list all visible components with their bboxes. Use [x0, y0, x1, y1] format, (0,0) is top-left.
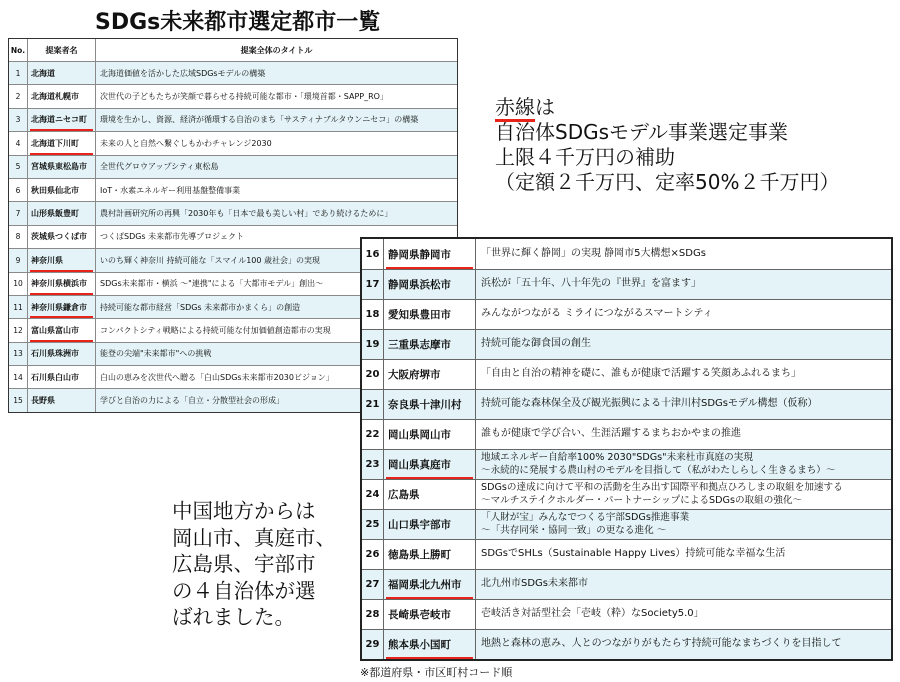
footer-note: ※都道府県・市区町村コード順 — [360, 666, 513, 679]
row-number: 9 — [9, 249, 28, 271]
proposal-title-line: ～マルチステイクホルダー・パートナーシップによるSDGsの取組の強化～ — [481, 494, 803, 506]
proposer-name-cell — [384, 239, 476, 269]
proposal-title-line: 持続可能な御食国の創生 — [481, 338, 591, 350]
row-number: 24 — [362, 480, 384, 509]
red-underline — [386, 597, 473, 599]
row-number: 20 — [362, 360, 384, 389]
proposer-name-cell — [28, 85, 96, 107]
proposer-name: 静岡県静岡市 — [388, 248, 451, 261]
row-number: 28 — [362, 600, 384, 629]
row-number: 17 — [362, 270, 384, 299]
table-row — [362, 569, 891, 599]
proposal-title-cell — [476, 390, 891, 419]
chugoku-note — [172, 498, 336, 631]
proposer-name: 大阪府堺市 — [388, 369, 441, 381]
table-row — [9, 131, 457, 154]
row-number: 1 — [9, 62, 28, 84]
row-number: 6 — [9, 179, 28, 201]
red-underline — [30, 153, 93, 155]
proposer-name-cell — [384, 270, 476, 299]
row-number: 22 — [362, 420, 384, 449]
proposer-name-cell — [384, 330, 476, 359]
proposer-name: 福岡県北九州市 — [388, 579, 462, 591]
red-underline — [30, 293, 93, 295]
proposal-title: 環境を生かし、資源、経済が循環する自治のまち「サスティナブルタウンニセコ」の構築 — [100, 115, 419, 125]
row-number: 29 — [362, 630, 384, 659]
red-underline — [386, 657, 473, 659]
proposer-name-cell — [28, 319, 96, 341]
table-row — [9, 84, 457, 107]
table-row — [362, 599, 891, 629]
proposal-title-line: 誰もが健康で学び合い、生涯活躍するまちおかやまの推進 — [481, 428, 741, 440]
row-number: 7 — [9, 202, 28, 224]
proposer-name-cell — [28, 389, 96, 411]
proposer-name: 神奈川県 — [31, 255, 63, 265]
proposal-title-cell — [476, 540, 891, 569]
proposer-name: 北海道ニセコ町 — [31, 115, 87, 125]
proposal-title-line: 壱岐活き対話型社会「壱岐（粋）なSociety5.0」 — [481, 608, 704, 620]
proposer-name: 長野県 — [31, 396, 55, 406]
proposal-title: 全世代グロウアップシティ東松島 — [100, 162, 219, 172]
proposal-title-cell — [476, 510, 891, 539]
chugoku-line: ばれました。 — [172, 605, 295, 629]
note-line-2: 自治体SDGsモデル事業選定事業 — [495, 120, 789, 144]
proposer-name: 石川県白山市 — [31, 372, 79, 382]
proposer-name: 石川県珠洲市 — [31, 349, 79, 359]
row-number: 23 — [362, 450, 384, 479]
proposal-title: 白山の恵みを次世代へ贈る「白山SDGs未来都市2030ビジョン」 — [100, 372, 334, 382]
proposer-name-cell — [28, 273, 96, 295]
proposer-name: 宮城県東松島市 — [31, 162, 87, 172]
row-number: 13 — [9, 343, 28, 365]
proposer-name: 北海道 — [31, 68, 55, 78]
proposer-name: 富山県富山市 — [31, 325, 79, 335]
proposer-name: 愛知県豊田市 — [388, 309, 451, 321]
table-row — [9, 108, 457, 131]
proposer-name: 広島県 — [388, 489, 420, 501]
row-number: 11 — [9, 296, 28, 318]
proposal-title-line: 浜松が「五十年、八十年先の『世界』を富ます」 — [481, 278, 701, 290]
proposer-name-cell — [384, 420, 476, 449]
table-row — [362, 449, 891, 479]
red-line-label: 赤線 — [495, 95, 535, 122]
row-number: 4 — [9, 132, 28, 154]
proposal-title-cell — [476, 570, 891, 599]
proposer-name: 徳島県上勝町 — [388, 549, 451, 561]
proposal-title: いのち輝く神奈川 持続可能な「スマイル100 歳社会」の実現 — [100, 255, 321, 265]
proposal-title: IoT・水素エネルギー利用基盤整備事業 — [100, 185, 241, 195]
proposer-name-cell — [384, 630, 476, 659]
proposal-title-cell — [476, 600, 891, 629]
proposal-title: SDGs未来都市・横浜 ～"連携"による「大都市モデル」創出～ — [100, 279, 324, 289]
row-number: 8 — [9, 226, 28, 248]
proposer-name: 岡山県岡山市 — [388, 429, 451, 441]
proposer-name: 岡山県真庭市 — [388, 459, 451, 471]
proposer-name: 神奈川県横浜市 — [31, 279, 87, 289]
table-row — [9, 201, 457, 224]
proposal-title: 北海道価値を活かした広域SDGsモデルの構築 — [100, 68, 266, 78]
proposal-title: 能登の尖端"未来都市"への挑戦 — [100, 349, 212, 359]
row-number: 21 — [362, 390, 384, 419]
proposal-title-line: 地域エネルギー自給率100% 2030"SDGs"未来杜市真庭の実現 — [481, 452, 753, 463]
row-number: 15 — [9, 389, 28, 411]
table-row — [9, 61, 457, 84]
header-proposer: 提案者名 — [28, 39, 96, 61]
proposer-name-cell — [28, 296, 96, 318]
proposer-name-cell — [28, 226, 96, 248]
right-table — [360, 237, 893, 661]
chugoku-line: 岡山市、真庭市、 — [172, 525, 336, 550]
proposal-title: 学びと自治の力による「自立・分散型社会の形成」 — [100, 396, 284, 406]
proposal-title-line: ～「共存同栄・協同一致」の更なる進化 ～ — [481, 524, 667, 536]
row-number: 5 — [9, 156, 28, 178]
proposal-title-cell — [476, 420, 891, 449]
row-number: 27 — [362, 570, 384, 599]
proposal-title-line: 北九州市SDGs未来都市 — [481, 578, 589, 590]
proposal-title-line: 持続可能な森林保全及び観光振興による十津川村SDGsモデル構想（仮称） — [481, 398, 818, 410]
proposal-title-cell — [476, 360, 891, 389]
proposer-name-cell — [384, 390, 476, 419]
row-number: 2 — [9, 85, 28, 107]
chugoku-line: 中国地方からは — [172, 499, 316, 523]
proposer-name: 奈良県十津川村 — [388, 399, 462, 411]
proposal-title-cell — [476, 450, 891, 479]
proposer-name-cell — [384, 360, 476, 389]
proposer-name-cell — [384, 570, 476, 599]
proposer-name-cell — [28, 249, 96, 271]
proposer-name: 静岡県浜松市 — [388, 279, 451, 291]
proposer-name-cell — [28, 156, 96, 178]
row-number: 26 — [362, 540, 384, 569]
proposer-name-cell — [28, 132, 96, 154]
table-row — [362, 419, 891, 449]
note-line-1-rest: は — [535, 95, 555, 119]
row-number: 16 — [362, 239, 384, 269]
proposal-title-line: SDGsの達成に向けて平和の活動を生み出す国際平和拠点ひろしまの取組を加速する — [481, 482, 843, 493]
proposer-name-cell — [28, 202, 96, 224]
table-row — [362, 509, 891, 539]
note-line-3: 上限４千万円の補助 — [495, 145, 675, 169]
proposal-title-cell — [476, 300, 891, 329]
proposal-title: 農村計画研究所の再興「2030年も「日本で最も美しい村」であり続けるために」 — [100, 209, 393, 219]
row-number: 10 — [9, 273, 28, 295]
model-project-note — [495, 95, 839, 195]
note-line-4: （定額２千万円、定率50%２千万円） — [495, 170, 840, 194]
proposal-title: 持続可能な都市経営「SDGs 未来都市かまくら」の創造 — [100, 302, 301, 312]
proposer-name: 茨城県つくば市 — [31, 232, 87, 242]
red-underline — [30, 270, 93, 272]
proposer-name: 北海道下川町 — [31, 138, 79, 148]
table-row — [9, 178, 457, 201]
proposal-title-line: 「世界に輝く静岡」の実現 静岡市5大構想×SDGs — [481, 247, 706, 259]
proposal-title: コンパクトシティ戦略による持続可能な付加価値創造都市の実現 — [100, 325, 331, 335]
table-row — [362, 539, 891, 569]
table-row — [362, 389, 891, 419]
proposer-name-cell — [384, 450, 476, 479]
proposer-name-cell — [384, 600, 476, 629]
proposer-name: 三重県志摩市 — [388, 339, 451, 351]
proposer-name-cell — [28, 179, 96, 201]
proposal-title-line: みんながつながる ミライにつながるスマートシティ — [481, 308, 713, 320]
row-number: 18 — [362, 300, 384, 329]
proposer-name-cell — [28, 62, 96, 84]
proposal-title-line: 「人財が宝」みんなでつくる宇部SDGs推進事業 — [481, 512, 690, 523]
page-title: SDGs未来都市選定都市一覧 — [95, 10, 381, 35]
chugoku-line: の４自治体が選 — [172, 578, 316, 603]
table-row — [362, 359, 891, 389]
proposer-name-cell — [384, 300, 476, 329]
red-underline — [30, 316, 93, 318]
proposer-name: 山口県宇部市 — [388, 519, 451, 531]
table-row — [362, 479, 891, 509]
proposal-title-line: 「自由と自治の精神を礎に、誰もが健康で活躍する笑顔あふれるまち」 — [481, 368, 801, 380]
proposer-name: 熊本県小国町 — [388, 639, 451, 651]
table-row — [362, 239, 891, 269]
table-row — [362, 329, 891, 359]
proposer-name: 神奈川県鎌倉市 — [31, 302, 87, 312]
proposal-title: つくばSDGs 未来都市先導プロジェクト — [100, 232, 244, 242]
proposer-name-cell — [384, 480, 476, 509]
proposal-title-cell — [476, 270, 891, 299]
proposer-name: 長崎県壱岐市 — [388, 609, 451, 621]
proposer-name: 北海道札幌市 — [31, 92, 79, 102]
red-underline — [386, 267, 473, 269]
proposer-name: 山形県飯豊町 — [31, 209, 79, 219]
proposer-name-cell — [384, 510, 476, 539]
note-line-1 — [495, 95, 839, 120]
header-no: No. — [9, 39, 28, 61]
row-number: 25 — [362, 510, 384, 539]
proposer-name-cell — [28, 343, 96, 365]
table-row — [9, 155, 457, 178]
proposal-title: 未来の人と自然へ繋ぐしもかわチャレンジ2030 — [100, 138, 272, 148]
proposal-title-cell — [476, 239, 891, 269]
proposal-title-line: SDGsでSHLs（Sustainable Happy Lives）持続可能な幸福な生活 — [481, 548, 786, 560]
proposal-title-line: ～永続的に発展する農山村のモデルを目指して（私がわたしらしく生きるまち）～ — [481, 464, 836, 476]
red-underline — [386, 477, 473, 479]
red-underline — [30, 129, 93, 131]
header-title: 提案全体のタイトル — [240, 45, 313, 55]
row-number: 12 — [9, 319, 28, 341]
table-row — [362, 269, 891, 299]
row-number: 3 — [9, 109, 28, 131]
proposer-name-cell — [28, 109, 96, 131]
proposal-title-cell — [476, 630, 891, 659]
red-underline — [30, 340, 93, 342]
proposal-title-cell — [476, 480, 891, 509]
proposal-title-cell — [476, 330, 891, 359]
chugoku-line: 広島県、宇部市 — [172, 552, 316, 576]
row-number: 14 — [9, 366, 28, 388]
table-row — [362, 629, 891, 659]
table-row — [362, 299, 891, 329]
proposer-name-cell — [28, 366, 96, 388]
proposal-title-line: 地熱と森林の恵み、人とのつながりがもたらす持続可能なまちづくりを目指して — [481, 638, 842, 650]
proposer-name-cell — [384, 540, 476, 569]
table-header-row — [9, 39, 457, 61]
proposer-name: 秋田県仙北市 — [31, 185, 79, 195]
proposal-title: 次世代の子どもたちが笑顔で暮らせる持続可能な都市・「環境首都・SAPP_RO」 — [100, 92, 388, 102]
row-number: 19 — [362, 330, 384, 359]
